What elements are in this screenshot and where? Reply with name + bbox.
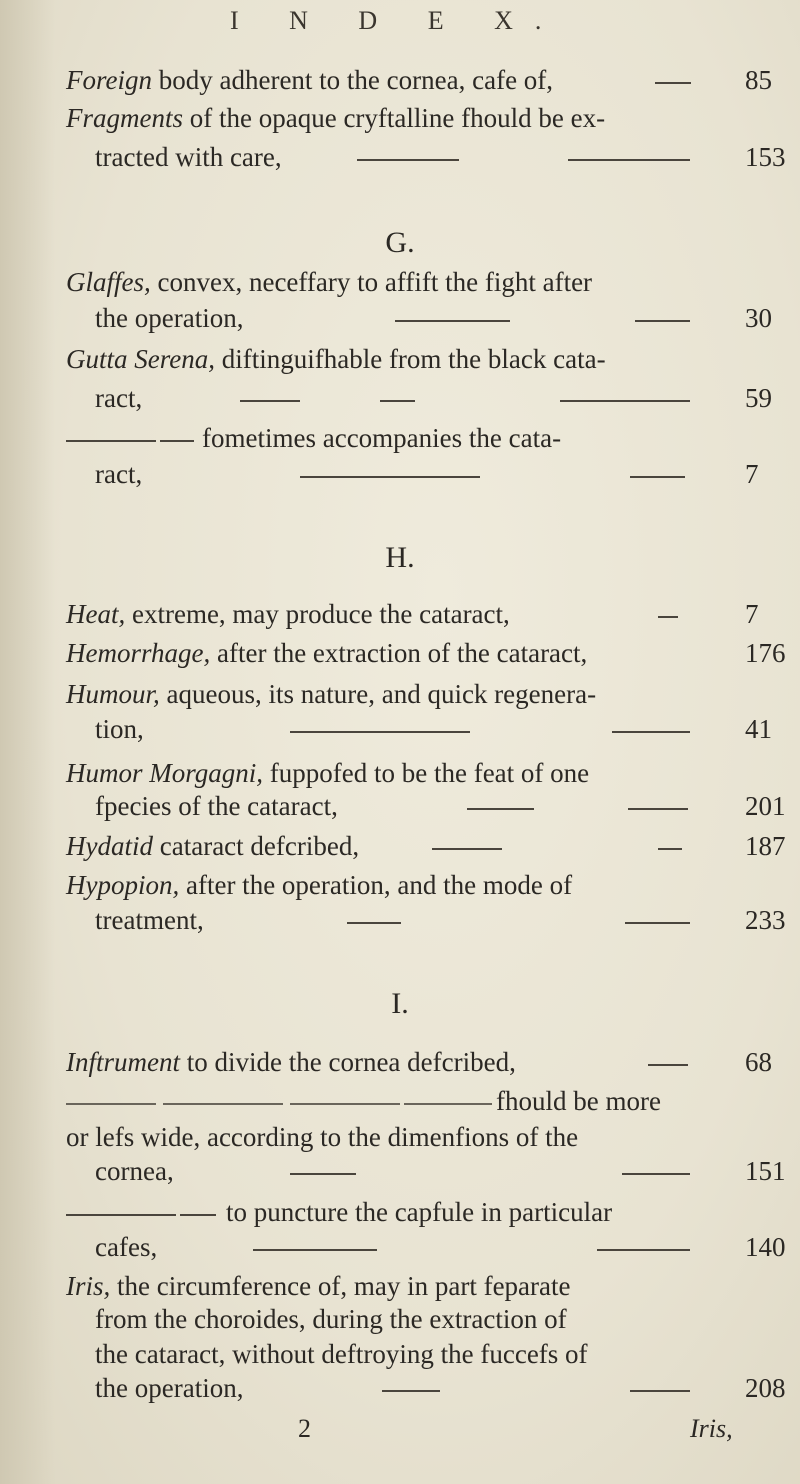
page-number: 140 [745, 1232, 786, 1262]
page-number: 187 [745, 831, 786, 861]
leader-dash [395, 320, 510, 322]
entry-text: aqueous, its nature, and quick regenera- [159, 679, 597, 709]
catchword: Iris, [690, 1414, 733, 1443]
page-number: 68 [745, 1047, 772, 1077]
leader-dash [290, 731, 470, 733]
entry-term: Humor Morgagni, [66, 758, 264, 788]
entry-text: the circumference of, may in part feparate [110, 1271, 571, 1301]
leader-dash [66, 440, 156, 442]
page-number: 176 [745, 638, 786, 668]
entry-text: or lefs wide, according to the dimenfions of the [66, 1122, 579, 1152]
index-entry [0, 380, 800, 416]
leader-dash [357, 159, 459, 161]
index-entry [0, 1370, 800, 1406]
entry-text: to divide the cornea defcribed, [180, 1047, 516, 1077]
leader-dash [630, 1390, 690, 1392]
index-entry [0, 1153, 800, 1189]
leader-dash [625, 922, 690, 924]
leader-dash [560, 400, 690, 402]
leader-dash [597, 1249, 690, 1251]
section-letter-i: I. [391, 987, 409, 1020]
leader-dash [612, 731, 690, 733]
entry-text: tracted with care, [95, 142, 282, 172]
entry-text: cornea, [95, 1156, 174, 1186]
page-number: 208 [745, 1373, 786, 1403]
entry-term: Gutta Serena, [66, 344, 215, 374]
leader-dash [658, 848, 682, 850]
index-entry [0, 1336, 800, 1372]
page-number: 233 [745, 905, 786, 935]
entry-text: from the choroides, during the extraction of [95, 1304, 567, 1334]
entry-text: diftinguifhable from the black cata- [214, 344, 606, 374]
index-entry [0, 676, 800, 712]
page-number: 85 [745, 65, 772, 95]
leader-dash [658, 616, 678, 618]
entry-term: Hydatid [66, 831, 153, 861]
leader-dash [300, 476, 480, 478]
entry-text: fhould be more [496, 1086, 661, 1116]
leader-dash [66, 1103, 156, 1105]
index-entry [0, 788, 800, 824]
index-entry [0, 264, 800, 300]
entry-term: Hypopion, [66, 870, 180, 900]
entry-text: after the extraction of the cataract, [210, 638, 588, 668]
index-entry [0, 62, 800, 98]
leader-dash [380, 400, 415, 402]
entry-text: after the operation, and the mode of [179, 870, 573, 900]
page-number: 59 [745, 383, 772, 413]
index-entry [0, 1194, 800, 1230]
index-entry [0, 711, 800, 747]
index-entry [0, 100, 800, 136]
leader-dash [347, 922, 401, 924]
entry-term: Fragments [66, 103, 183, 133]
leader-dash [290, 1173, 356, 1175]
entry-text: cafes, [95, 1232, 158, 1262]
leader-dash [404, 1103, 492, 1105]
entry-text: the cataract, without deftroying the fuccefs of [95, 1339, 588, 1369]
page-number: 153 [745, 142, 786, 172]
leader-dash [568, 159, 690, 161]
entry-text: fometimes accompanies the cata- [202, 423, 562, 453]
index-entry [0, 456, 800, 492]
leader-dash [240, 400, 300, 402]
entry-text: fpecies of the cataract, [95, 791, 338, 821]
page-number: 201 [745, 791, 786, 821]
entry-text: cataract defcribed, [153, 831, 360, 861]
index-entry [0, 596, 800, 632]
section-letter-g: G. [385, 226, 415, 259]
leader-dash [253, 1249, 377, 1251]
leader-dash [628, 808, 688, 810]
page-number: 41 [745, 714, 772, 744]
index-entry [0, 1044, 800, 1080]
entry-text: body adherent to the cornea, cafe of, [151, 65, 554, 95]
entry-text: of the opaque cryftalline fhould be ex- [183, 103, 606, 133]
leader-dash [160, 440, 194, 442]
leader-dash [432, 848, 502, 850]
index-entry [0, 420, 800, 456]
entry-text: ract, [95, 383, 143, 413]
index-entry [0, 1268, 800, 1304]
entry-term: Iris, [66, 1271, 111, 1301]
entry-text: the operation, [95, 1373, 244, 1403]
leader-dash [66, 1214, 176, 1216]
entry-term: Inftrument [66, 1047, 180, 1077]
section-letter-h: H. [385, 541, 415, 574]
entry-term: Humour, [66, 679, 160, 709]
index-entry [0, 828, 800, 864]
page-number: 7 [745, 599, 759, 629]
index-entry [0, 341, 800, 377]
entry-term: Hemorrhage, [66, 638, 211, 668]
index-entry [0, 902, 800, 938]
leader-dash [635, 320, 690, 322]
leader-dash [467, 808, 534, 810]
page-number: 151 [745, 1156, 786, 1186]
leader-dash [630, 476, 685, 478]
leader-dash [382, 1390, 440, 1392]
entry-text: fuppofed to be the feat of one [263, 758, 590, 788]
signature-mark: 2 [298, 1414, 311, 1443]
leader-dash [290, 1103, 400, 1105]
index-entry [0, 755, 800, 791]
page-number: 30 [745, 303, 772, 333]
index-entry [0, 1301, 800, 1337]
index-entry [0, 139, 800, 175]
entry-text: extreme, may produce the cataract, [125, 599, 510, 629]
index-entry [0, 300, 800, 336]
leader-dash [622, 1173, 690, 1175]
entry-term: Glaffes, [66, 267, 151, 297]
entry-term: Heat, [66, 599, 126, 629]
entry-text: to puncture the capfule in particular [226, 1197, 613, 1227]
leader-dash [648, 1064, 688, 1066]
page-number: 7 [745, 459, 759, 489]
entry-text: tion, [95, 714, 144, 744]
running-head: I N D E X. [230, 6, 564, 35]
index-entry [0, 1229, 800, 1265]
leader-dash [180, 1214, 216, 1216]
entry-text: treatment, [95, 905, 204, 935]
index-entry [0, 867, 800, 903]
index-entry [0, 1119, 800, 1155]
leader-dash [655, 82, 691, 84]
leader-dash [163, 1103, 283, 1105]
entry-text: convex, neceffary to affift the fight after [150, 267, 593, 297]
entry-term: Foreign [66, 65, 152, 95]
index-entry [0, 1083, 800, 1119]
index-entry [0, 635, 800, 671]
entry-text: the operation, [95, 303, 244, 333]
entry-text: ract, [95, 459, 143, 489]
